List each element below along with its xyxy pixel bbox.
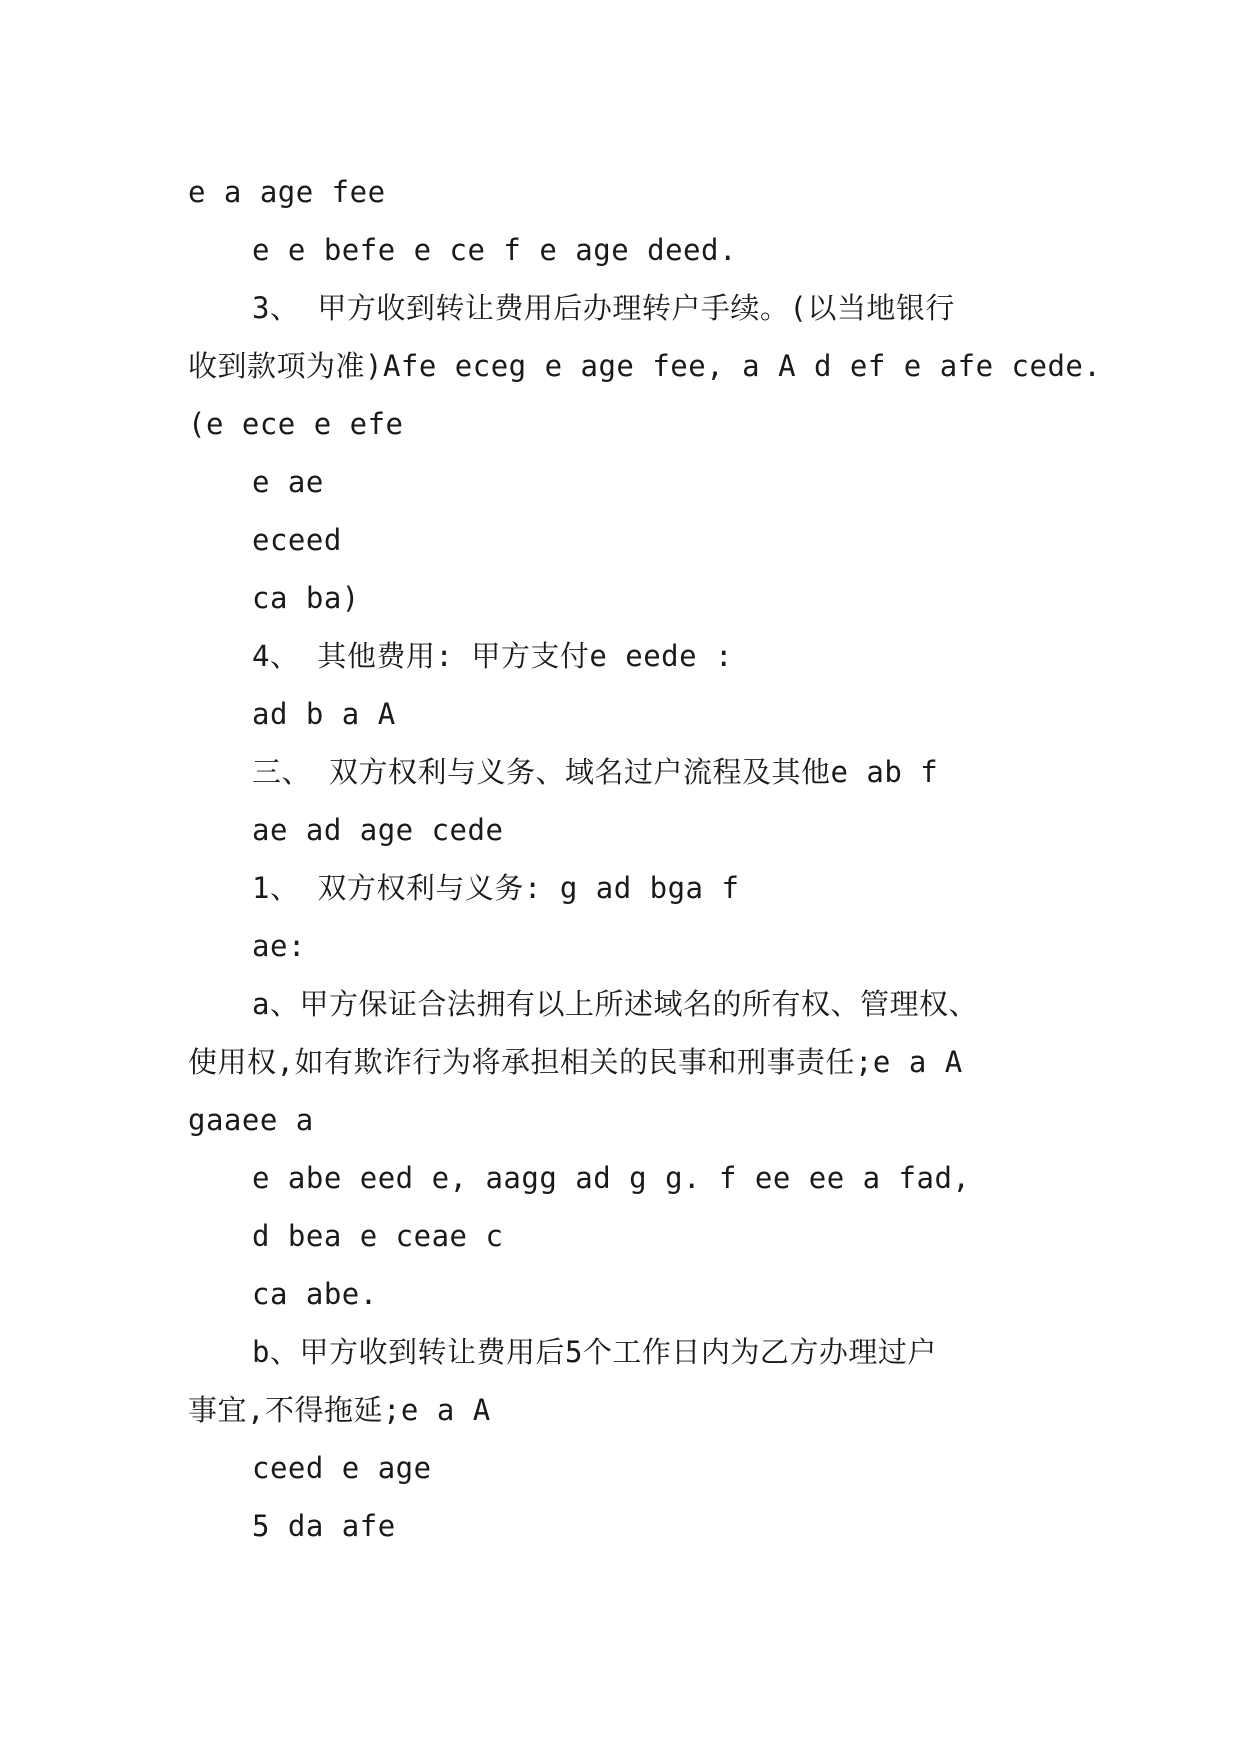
text-line: e ae: [252, 465, 324, 499]
text-line: 事宜,不得拖延;e a A: [188, 1393, 491, 1427]
text-line: gaaee a: [188, 1103, 314, 1137]
text-line: e e befe e ce f e age deed.: [252, 233, 737, 267]
text-line: b、甲方收到转让费用后5个工作日内为乙方办理过户: [252, 1335, 937, 1369]
text-line: eceed: [252, 523, 342, 557]
text-line: 收到款项为准)Afe eceg e age fee, a A d ef e afe cede.: [188, 349, 1102, 383]
text-line: 5 da afe: [252, 1509, 396, 1543]
text-line: 4、 其他费用: 甲方支付e eede :: [252, 639, 734, 673]
text-line: (e ece e efe: [188, 407, 404, 441]
text-line: ad b a A: [252, 697, 396, 731]
text-line: e abe eed e, aagg ad g g. f ee ee a fad,: [252, 1161, 971, 1195]
text-line: 1、 双方权利与义务: g ad bga f: [252, 871, 740, 905]
section-heading: 三、 双方权利与义务、域名过户流程及其他e ab f: [252, 755, 939, 789]
text-line: ceed e age: [252, 1451, 432, 1485]
text-line: e a age fee: [188, 175, 386, 209]
text-line: 使用权,如有欺诈行为将承担相关的民事和刑事责任;e a A: [188, 1045, 963, 1079]
text-line: d bea e ceae c: [252, 1219, 504, 1253]
text-line: 3、 甲方收到转让费用后办理转户手续。(以当地银行: [252, 291, 955, 325]
text-line: ae:: [252, 929, 306, 963]
document-body: [188, 163, 1102, 1555]
text-line: a、甲方保证合法拥有以上所述域名的所有权、管理权、: [252, 987, 978, 1021]
text-line: ae ad age cede: [252, 813, 504, 847]
text-line: ca ba): [252, 581, 360, 615]
text-line: ca abe.: [252, 1277, 378, 1311]
